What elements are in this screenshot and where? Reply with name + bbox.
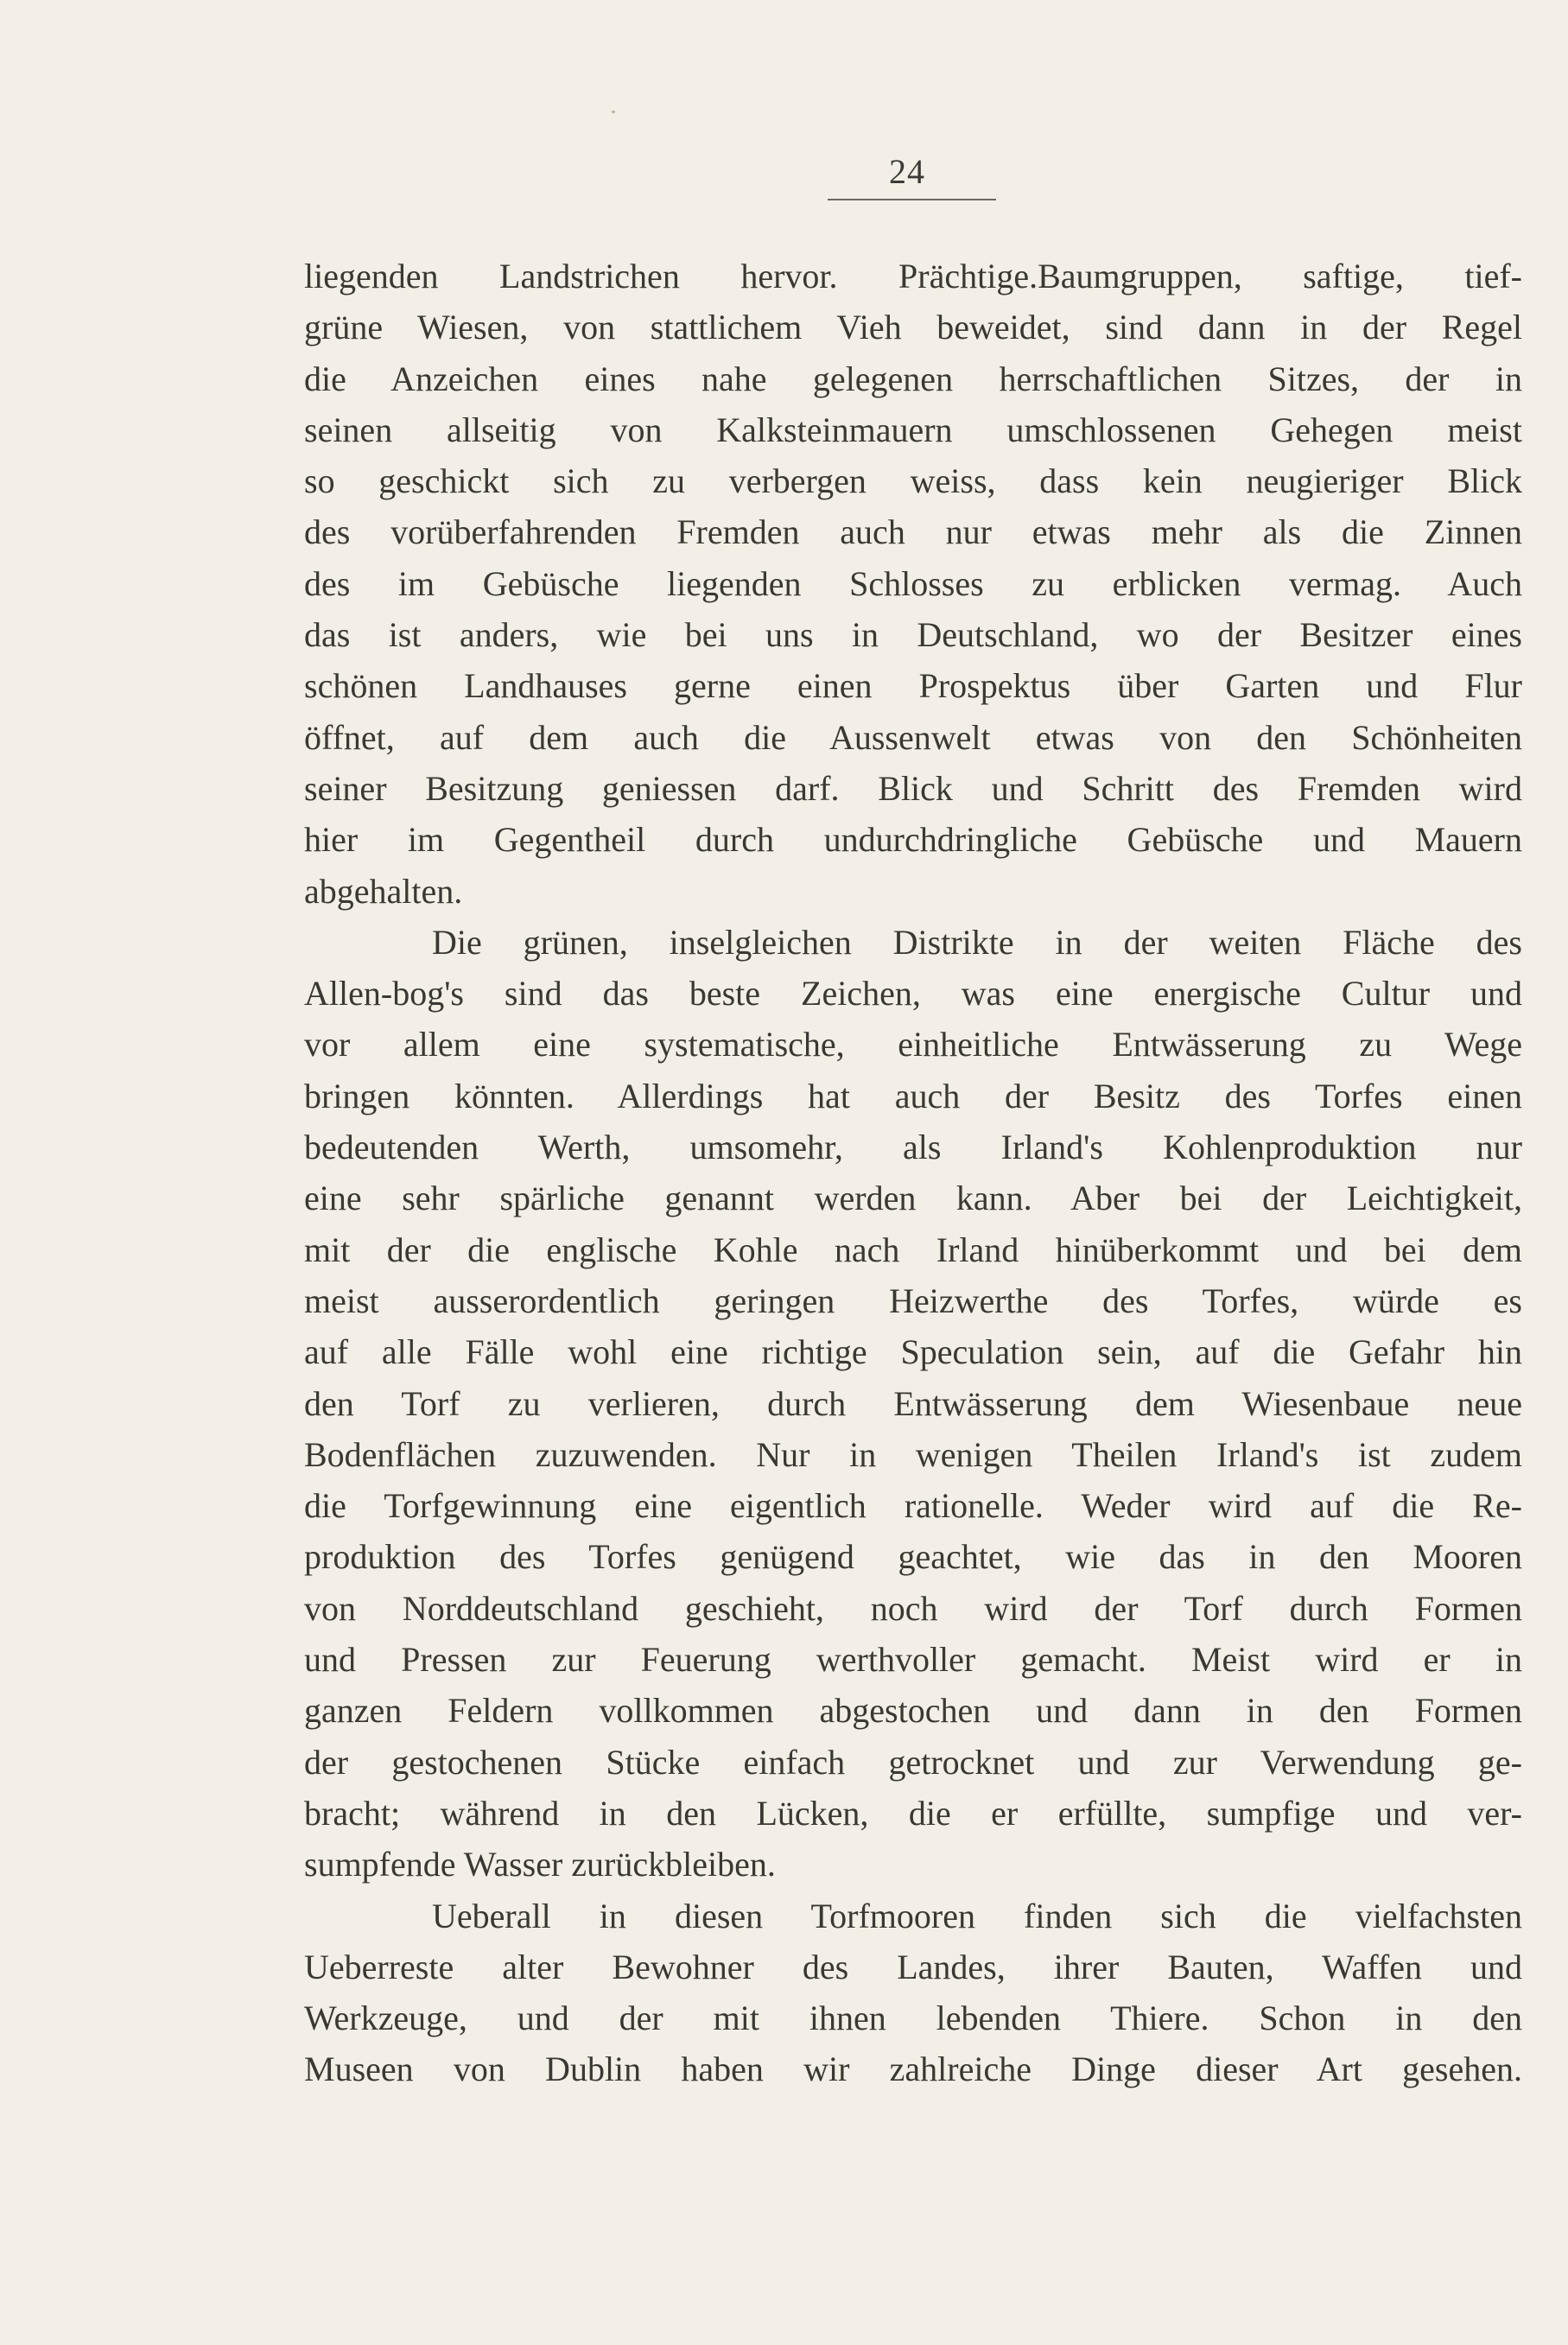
text-line: bedeutenden Werth, umsomehr, als Irland's Kohlenproduktion nur — [304, 1128, 1522, 1167]
text-line: von Norddeutschland geschieht, noch wird der Torf durch Formen — [304, 1588, 1522, 1628]
text-line: öffnet, auf dem auch die Aussenwelt etwas von den Schönheiten — [304, 717, 1522, 757]
text-line: Die grünen, inselgleichen Distrikte in der weiten Fläche des — [432, 922, 1522, 962]
text-line: seiner Besitzung geniessen darf. Blick und Schritt des Fremden wird — [304, 768, 1522, 808]
page-number-rule — [828, 199, 996, 200]
text-line: das ist anders, wie bei uns in Deutschland, wo der Besitzer eines — [304, 615, 1522, 655]
text-line: die Anzeichen eines nahe gelegenen herrschaftlichen Sitzes, der in — [304, 359, 1522, 398]
body-text — [304, 251, 1522, 2095]
text-line: des im Gebüsche liegenden Schlosses zu erblicken vermag. Auch — [304, 563, 1522, 603]
text-line: so geschickt sich zu verbergen weiss, dass kein neugieriger Blick — [304, 461, 1522, 501]
text-line: auf alle Fälle wohl eine richtige Speculation sein, auf die Gefahr hin — [304, 1332, 1522, 1372]
text-line: den Torf zu verlieren, durch Entwässerung dem Wiesenbaue neue — [304, 1383, 1522, 1423]
text-line: Bodenflächen zuzuwenden. Nur in wenigen Theilen Irland's ist zudem — [304, 1434, 1522, 1474]
text-line: grüne Wiesen, von stattlichem Vieh beweidet, sind dann in der Regel — [304, 308, 1522, 347]
text-line: die Torfgewinnung eine eigentlich rationelle. Weder wird auf die Re- — [304, 1486, 1522, 1526]
text-line: ganzen Feldern vollkommen abgestochen und dann in den Formen — [304, 1691, 1522, 1731]
paper-speck — [612, 111, 615, 113]
text-line: bracht; während in den Lücken, die er erfüllte, sumpfige und ver- — [304, 1793, 1522, 1833]
text-line: des vorüberfahrenden Fremden auch nur etwas mehr als die Zinnen — [304, 512, 1522, 552]
text-line: meist ausserordentlich geringen Heizwerthe des Torfes, würde es — [304, 1281, 1522, 1320]
text-line: mit der die englische Kohle nach Irland hinüberkommt und bei dem — [304, 1230, 1522, 1269]
page-number: 24 — [889, 152, 925, 191]
text-line: der gestochenen Stücke einfach getrocknet und zur Verwendung ge- — [304, 1742, 1522, 1782]
text-line: eine sehr spärliche genannt werden kann. Aber bei der Leichtigkeit, — [304, 1179, 1522, 1218]
text-line: und Pressen zur Feuerung werthvoller gemacht. Meist wird er in — [304, 1640, 1522, 1680]
text-line: vor allem eine systematische, einheitliche Entwässerung zu Wege — [304, 1025, 1522, 1064]
text-line: Allen-bog's sind das beste Zeichen, was eine energische Cultur und — [304, 974, 1522, 1014]
text-line: liegenden Landstrichen hervor. Prächtige.Baumgruppen, saftige, tief- — [304, 257, 1522, 296]
text-line: abgehalten. — [304, 871, 463, 911]
text-line: Ueberreste alter Bewohner des Landes, ihrer Bauten, Waffen und — [304, 1947, 1522, 1986]
text-line: schönen Landhauses gerne einen Prospektus über Garten und Flur — [304, 666, 1522, 706]
text-line: Werkzeuge, und der mit ihnen lebenden Thiere. Schon in den — [304, 1999, 1522, 2038]
text-line: produktion des Torfes genügend geachtet, wie das in den Mooren — [304, 1537, 1522, 1577]
text-line: sumpfende Wasser zurückbleiben. — [304, 1845, 776, 1884]
text-line: Museen von Dublin haben wir zahlreiche Dinge dieser Art gesehen. — [304, 2049, 1522, 2089]
text-line: hier im Gegentheil durch undurchdringliche Gebüsche und Mauern — [304, 820, 1522, 860]
text-line: bringen könnten. Allerdings hat auch der Besitz des Torfes einen — [304, 1076, 1522, 1115]
text-line: seinen allseitig von Kalksteinmauern umschlossenen Gehegen meist — [304, 410, 1522, 449]
text-line: Ueberall in diesen Torfmooren finden sich die vielfachsten — [432, 1896, 1522, 1935]
